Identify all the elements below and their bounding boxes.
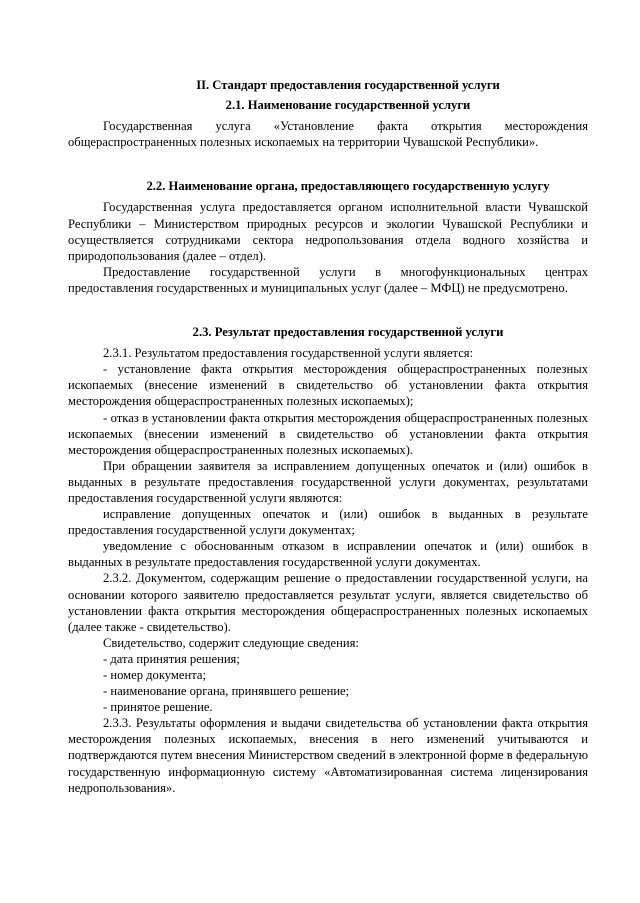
paragraph: Свидетельство, содержит следующие сведения: bbox=[103, 635, 359, 650]
list-item: исправление допущенных опечаток и (или) ошибок в выданных в результате предоставления государственной услуги документах; bbox=[68, 507, 588, 538]
list-item: - номер документа; bbox=[103, 668, 206, 682]
subsection-heading-2-1: 2.1. Наименование государственной услуги bbox=[225, 98, 471, 113]
list-item: - дата принятия решения; bbox=[103, 651, 240, 666]
list-item: уведомление с обоснованным отказом в исправлении опечаток и (или) ошибок в выданных в результате предоставления государственной услуги документах. bbox=[68, 539, 588, 570]
paragraph: Предоставление государственной услуги в многофункциональных центрах предоставления государственных и муниципальных услуг (далее – МФЦ) не предусмотрено. bbox=[68, 264, 588, 295]
paragraph: Государственная услуга предоставляется органом исполнительной власти Чувашской Республики – Министерством природных ресурсов и экологии Чувашской Республики и осуществляется сотрудниками сектора недропользования отдела водного хозяйства и природопользования (далее – отдел). bbox=[68, 200, 588, 263]
list-item: - принятое решение. bbox=[103, 700, 213, 715]
list-item: - установление факта открытия месторождения общераспространенных полезных ископаемых (внесение изменений в свидетельство об установлении факта открытия месторождения общераспространенных полезных ископаемых); bbox=[68, 362, 588, 409]
section-heading: II. Стандарт предоставления государственной услуги bbox=[196, 78, 500, 92]
paragraph: 2.3.1. Результатом предоставления государственной услуги является: bbox=[103, 346, 474, 361]
subsection-heading-2-2: 2.2. Наименование органа, предоставляющего государственную услугу bbox=[146, 179, 550, 194]
paragraph: 2.3.3. Результаты оформления и выдачи свидетельства об установлении факта открытия месторождения полезных ископаемых, внесения в него изменений учитываются и подтверждаются путем внесения Министерством сведений в электронной форме в федеральную государственную информационную систему «Автоматизированная система лицензирования недропользования». bbox=[68, 716, 588, 795]
subsection-heading-2-3: 2.3. Результат предоставления государственной услуги bbox=[192, 325, 504, 340]
list-item: - наименование органа, принявшего решение; bbox=[103, 684, 350, 699]
paragraph: 2.3.2. Документом, содержащим решение о предоставлении государственной услуги, на основании которого заявителю предоставляется результат услуги, является свидетельство об установлении факта открытия месторождения общераспространенных полезных ископаемых (далее также - свидетельство). bbox=[68, 571, 588, 634]
list-item: - отказ в установлении факта открытия месторождения общераспространенных полезных ископаемых (внесении изменений в свидетельство об установлении факта открытия месторождения общераспространенных полезных ископаемых). bbox=[68, 410, 588, 457]
paragraph: При обращении заявителя за исправлением допущенных опечаток и (или) ошибок в выданных в результате предоставления государственной услуги документах, результатами предоставления государственной услуги являются: bbox=[68, 458, 588, 505]
paragraph: Государственная услуга «Установление факта открытия месторождения общераспространенных полезных ископаемых на территории Чувашской Республики». bbox=[68, 119, 588, 150]
document-body bbox=[68, 77, 588, 796]
